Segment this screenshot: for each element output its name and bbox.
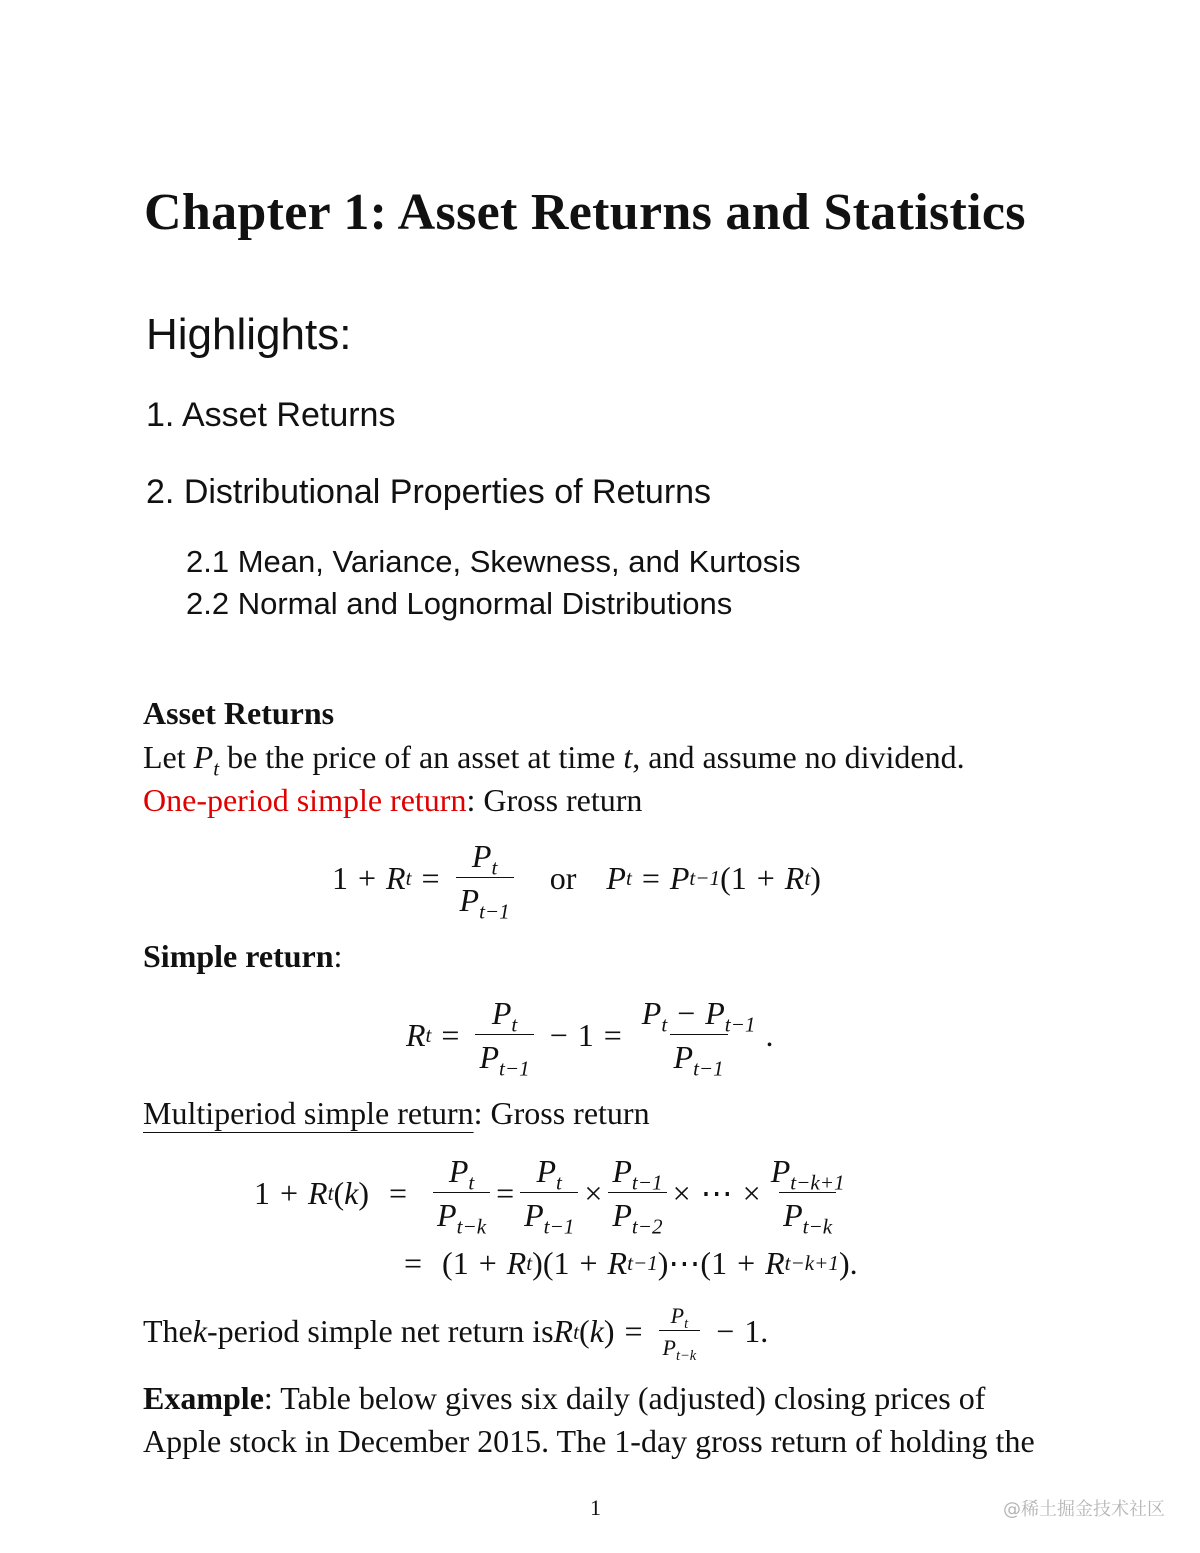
- highlight-label: Asset Returns: [181, 396, 396, 434]
- equation-multiperiod-line1: 1 + R t ( k ) = $\frac{P_t}{P_{t-k}}$ = $\frac{P_t}{P_{t-1}}$ × $\frac{P_{t-1}}{P_{t-2}}$ × ⋯ × $\frac{P_{t-k+1}}{P_{t-k}}$: [254, 1153, 855, 1234]
- fraction: $\frac{P_t}{P_{t-k}}$: [659, 1303, 701, 1361]
- simple-return-label: Simple return: [143, 938, 334, 974]
- example-label: Example: [143, 1380, 264, 1416]
- fraction: $\frac{P_t}{P_{t-1}}$: [475, 995, 533, 1076]
- fraction: $\frac{P_t}{P_{t-1}}$: [456, 838, 514, 919]
- page-number: 1: [590, 1495, 601, 1520]
- equation-multiperiod-line2: = ( 1 + R t )( 1 + R t−1 ) ⋯ ( 1 + R t−k+1 ) .: [404, 1244, 858, 1281]
- fraction: $\frac{P_{t-k+1}}{P_{t-k}}$: [770, 1153, 845, 1239]
- fraction: $\frac{P_t}{P_{t-k}}$: [433, 1153, 490, 1234]
- equation-gross-return: 1 + R t = $\frac{P_t}{P_{t-1}}$ or P t = P t−1 ( 1 + R t ): [332, 838, 821, 924]
- watermark: @稀土掘金技术社区: [1003, 1499, 1165, 1520]
- fraction: $\frac{P_t}{P_{t-1}}$: [520, 1153, 578, 1234]
- or-word: or: [549, 859, 577, 896]
- section-heading: Asset Returns: [143, 695, 335, 731]
- chapter-title: Chapter 1: Asset Returns and Statistics: [144, 184, 1026, 241]
- highlight-number: 2.: [146, 473, 175, 511]
- one-period-label: One-period simple return: [143, 782, 467, 818]
- fraction: $\frac{P_t - P_{t-1}}{P_{t-1}}$: [641, 995, 756, 1081]
- intro-line: Let $P_t$ be the price of an asset at time t, and assume no dividend.: [143, 739, 965, 781]
- multiperiod-label: Multiperiod simple return: [143, 1095, 474, 1131]
- multiperiod-line: Multiperiod simple return: Gross return: [143, 1095, 650, 1131]
- highlight-number: 1.: [146, 396, 175, 434]
- simple-return-line: Simple return:: [143, 938, 343, 974]
- highlight-item-1: [146, 396, 395, 435]
- equation-simple-return: R t = $\frac{P_t}{P_{t-1}}$ − 1 = $\frac{P_t - P_{t-1}}{P_{t-1}}$ .: [406, 995, 774, 1081]
- one-period-line: One-period simple return: Gross return: [143, 782, 643, 818]
- example-line-2: Apple stock in December 2015. The 1-day gross return of holding the: [143, 1423, 1035, 1459]
- highlight-subitem-1: 2.1 Mean, Variance, Skewness, and Kurtosis: [186, 544, 801, 579]
- example-line-1: Example: Table below gives six daily (adjusted) closing prices of: [143, 1380, 986, 1416]
- k-period-line: The k -period simple net return is R t ( k ) = $\frac{P_t}{P_{t-k}}$ − 1 .: [143, 1303, 769, 1365]
- highlight-label: Distributional Properties of Returns: [183, 473, 712, 511]
- highlight-item-2: [146, 473, 711, 512]
- highlights-heading: Highlights:: [146, 310, 352, 359]
- fraction: $\frac{P_{t-1}}{P_{t-2}}$: [608, 1153, 666, 1234]
- highlight-subitem-2: 2.2 Normal and Lognormal Distributions: [186, 586, 733, 621]
